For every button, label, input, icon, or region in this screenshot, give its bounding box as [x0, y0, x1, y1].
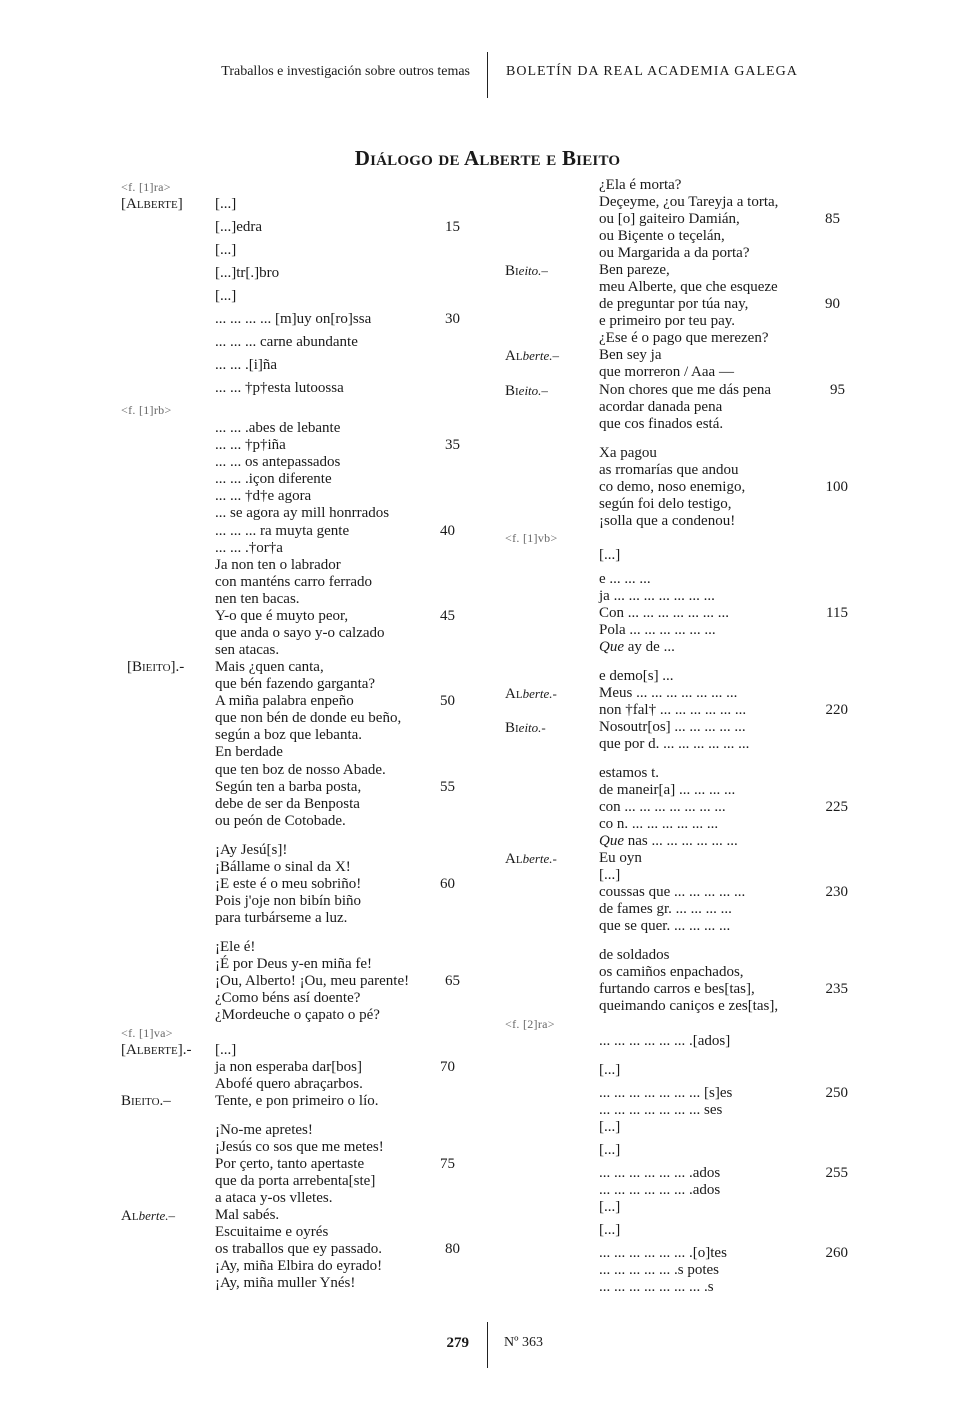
- verse-line: ... ... .†or†a: [215, 540, 283, 556]
- verse-line: con ... ... ... ... ... ... ...: [599, 799, 726, 815]
- line-number: 230: [825, 884, 848, 900]
- verse-line: e ... ... ...: [599, 571, 651, 587]
- line-number: 50: [440, 693, 455, 709]
- verse-line: Nosoutr[os] ... ... ... ... ...: [599, 719, 746, 735]
- line-number: 235: [825, 981, 848, 997]
- verse-line: Mal sabés.: [215, 1207, 280, 1223]
- line-number: 100: [825, 479, 848, 495]
- verse-line: ... ... os antepassados: [215, 454, 341, 470]
- verse-line: os traballos que ey passado.: [215, 1241, 383, 1257]
- speaker-label: Alberte.-: [505, 851, 557, 867]
- verse-line: que cos finados está.: [599, 416, 724, 432]
- verse-line: Deçeyme, ¿ou Tareyja a torta,: [599, 194, 779, 210]
- verse-line: ... ... †p†esta lutoossa: [215, 380, 344, 396]
- verse-line: ... ... ... ... ... ... .[ados]: [599, 1033, 731, 1049]
- verse-line: ja non esperaba dar[bos]: [215, 1059, 363, 1075]
- verse-line: En berdade: [215, 744, 283, 760]
- line-number: 225: [825, 799, 848, 815]
- verse-line: ... ... ... carne abundante: [215, 334, 358, 350]
- verse-line: ... ... ... ... ... ... .[o]tes: [599, 1245, 727, 1261]
- verse-line: ... ... ... ra muyta gente: [215, 523, 350, 539]
- verse-line: Tente, e pon primeiro o lío.: [215, 1093, 379, 1109]
- folio-marker: <f. [1]rb>: [121, 403, 172, 417]
- verse-line: ... ... ... ... ... ... ... .s: [599, 1279, 714, 1295]
- verse-line: ... ... ... ... ... ... ... ses: [599, 1102, 723, 1118]
- line-number: 220: [825, 702, 848, 718]
- line-number: 115: [826, 605, 848, 621]
- verse-line: ¡Ay, miña muller Ynés!: [215, 1275, 356, 1291]
- verse-line: debe de ser da Benposta: [215, 796, 360, 812]
- verse-line: as rromarías que andou: [599, 462, 739, 478]
- folio-marker: <f. [1]vb>: [505, 531, 558, 545]
- verse-line: co n. ... ... ... ... ... ...: [599, 816, 719, 832]
- verse-line: sen atacas.: [215, 642, 280, 658]
- verse-line: Y-o que é muyto peor,: [215, 608, 349, 624]
- verse-line: Non chores que me dás pena: [599, 382, 772, 398]
- verse-line: os camiños enpachados,: [599, 964, 744, 980]
- verse-line: ... ... .abes de lebante: [215, 420, 341, 436]
- verse-line: Según ten a barba posta,: [215, 779, 362, 795]
- verse-line: [...]edra: [215, 219, 263, 235]
- verse-line: ¡Ou, Alberto! ¡Ou, meu parente!: [215, 973, 410, 989]
- line-number: 15: [445, 219, 460, 235]
- verse-line: [...]tr[.]bro: [215, 265, 280, 281]
- speaker-label: Alberte.–: [121, 1208, 176, 1224]
- speaker-label: Alberte.-: [505, 686, 557, 702]
- verse-line: Ja non ten o labrador: [215, 557, 341, 573]
- speaker-label: Bieito.–: [121, 1093, 171, 1109]
- speaker-label: Bieito.–: [505, 383, 548, 399]
- verse-line: ¡Ay Jesú[s]!: [215, 842, 288, 858]
- verse-line: que da porta arrebenta[ste]: [215, 1173, 376, 1189]
- verse-line: [...]: [599, 1142, 621, 1158]
- issue-number: Nº 363: [504, 1335, 543, 1350]
- verse-line: ¡E este é o meu sobriño!: [215, 876, 362, 892]
- running-header-section: Traballos e investigación sobre outros temas: [221, 64, 470, 79]
- line-number: 55: [440, 779, 455, 795]
- verse-line: A miña palabra enpeño: [215, 693, 354, 709]
- line-number: 65: [445, 973, 460, 989]
- verse-line: acordar danada pena: [599, 399, 723, 415]
- line-number: 255: [825, 1165, 848, 1181]
- verse-line: según a boz que lebanta.: [215, 727, 363, 743]
- verse-line: Eu oyn: [599, 850, 642, 866]
- verse-line: que se quer. ... ... ... ...: [599, 918, 731, 934]
- verse-line: ... ... ... ... ... ... ... [s]es: [599, 1085, 733, 1101]
- verse-line: ¡Bállame o sinal da X!: [215, 859, 351, 875]
- folio-marker: <f. [1]ra>: [121, 180, 171, 194]
- line-number: 90: [825, 296, 840, 312]
- verse-line: [...]: [215, 1042, 237, 1058]
- footer-divider: [487, 1322, 488, 1368]
- verse-line: Xa pagou: [599, 445, 657, 461]
- verse-line: ¿Mordeuche o çapato o pé?: [215, 1007, 380, 1023]
- speaker-label: Alberte.–: [505, 348, 560, 364]
- verse-line: para turbárseme a luz.: [215, 910, 348, 926]
- verse-line: [...]: [599, 1222, 621, 1238]
- speaker-label: Bieito.-: [505, 720, 546, 736]
- line-number: 85: [825, 211, 840, 227]
- speaker-label: [Bieito].-: [127, 659, 185, 675]
- verse-line: Ben sey ja: [599, 347, 662, 363]
- line-number: 75: [440, 1156, 455, 1172]
- verse-line: [...]: [215, 242, 237, 258]
- folio-marker: <f. [1]va>: [121, 1026, 173, 1040]
- verse-line: Con ... ... ... ... ... ... ...: [599, 605, 730, 621]
- line-number: 70: [440, 1059, 455, 1075]
- verse-line: de fames gr. ... ... ... ...: [599, 901, 732, 917]
- verse-line: ¡solla que a condenou!: [599, 513, 736, 529]
- verse-line: ou [o] gaiteiro Damián,: [599, 211, 740, 227]
- verse-line: ja ... ... ... ... ... ... ...: [599, 588, 715, 604]
- verse-line: ou peón de Cotobade.: [215, 813, 346, 829]
- verse-line: Abofé quero abraçarbos.: [215, 1076, 363, 1092]
- line-number: 45: [440, 608, 455, 624]
- verse-line: de soldados: [599, 947, 670, 963]
- verse-line: ... ... ... ... [m]uy on[ro]ssa: [215, 311, 372, 327]
- verse-line: [...]: [215, 288, 237, 304]
- page-number: 279: [446, 1335, 469, 1351]
- running-header-journal: BOLETÍN DA REAL ACADEMIA GALEGA: [506, 64, 798, 79]
- verse-line: ... ... .içon diferente: [215, 471, 332, 487]
- verse-line: que bén fazendo garganta?: [215, 676, 376, 692]
- verse-line: ¡Ele é!: [215, 939, 256, 955]
- verse-line: [...]: [599, 1119, 621, 1135]
- verse-line: ¿Como béns así doente?: [215, 990, 361, 1006]
- line-number: 250: [825, 1085, 848, 1101]
- verse-line: Que nas ... ... ... ... ... ...: [599, 833, 738, 849]
- folio-marker: <f. [2]ra>: [505, 1017, 555, 1031]
- line-number: 95: [830, 382, 845, 398]
- verse-line: nen ten bacas.: [215, 591, 300, 607]
- verse-line: que ten boz de nosso Abade.: [215, 762, 386, 778]
- verse-line: ... ... ... ... ... ... .ados: [599, 1182, 721, 1198]
- verse-line: ¡No-me apretes!: [215, 1122, 313, 1138]
- verse-line: que morreron / Aaa —: [599, 364, 734, 380]
- verse-line: ¿Ela é morta?: [599, 177, 682, 193]
- verse-line: Escuitaime e oyrés: [215, 1224, 329, 1240]
- verse-line: [...]: [599, 1062, 621, 1078]
- line-number: 260: [825, 1245, 848, 1261]
- verse-line: [...]: [599, 1199, 621, 1215]
- line-number: 35: [445, 437, 460, 453]
- verse-line: [...]: [599, 867, 621, 883]
- line-number: 80: [445, 1241, 460, 1257]
- verse-line: que anda o sayo y-o calzado: [215, 625, 385, 641]
- verse-line: [...]: [215, 196, 237, 212]
- line-number: 40: [440, 523, 455, 539]
- verse-line: ... ... ... ... ... .s potes: [599, 1262, 719, 1278]
- verse-line: Pois j'oje non bibín biño: [215, 893, 362, 909]
- verse-line: ¡É por Deus y-en miña fe!: [215, 956, 373, 972]
- verse-line: ... ... ... ... ... ... .ados: [599, 1165, 721, 1181]
- verse-line: co demo, noso enemigo,: [599, 479, 746, 495]
- verse-line: ... ... †d†e agora: [215, 488, 312, 504]
- verse-line: [...]: [599, 547, 621, 563]
- verse-line: ¿Ese é o pago que merezen?: [599, 330, 769, 346]
- verse-line: ... se agora ay mill honrrados: [215, 505, 390, 521]
- verse-line: ou Biçente o teçelán,: [599, 228, 725, 244]
- verse-line: Ben pareze,: [599, 262, 670, 278]
- verse-line: ... ... †p†iña: [215, 437, 286, 453]
- line-number: 60: [440, 876, 455, 892]
- verse-line: que non bén de donde eu beño,: [215, 710, 402, 726]
- verse-line: coussas que ... ... ... ... ...: [599, 884, 746, 900]
- verse-line: Que ay de ...: [599, 639, 675, 655]
- verse-line: estamos t.: [599, 765, 659, 781]
- verse-line: non †fal† ... ... ... ... ... ...: [599, 702, 747, 718]
- verse-line: de maneir[a] ... ... ... ...: [599, 782, 736, 798]
- verse-line: de preguntar por túa nay,: [599, 296, 749, 312]
- verse-line: Meus ... ... ... ... ... ... ...: [599, 685, 738, 701]
- speaker-label: [Alberte]: [121, 196, 183, 212]
- verse-line: ou Margarida a da porta?: [599, 245, 750, 261]
- page-title: Diálogo de Alberte e Bieito: [354, 146, 621, 170]
- verse-line: e primeiro por teu pay.: [599, 313, 736, 329]
- verse-line: a ataca y-os vlletes.: [215, 1190, 333, 1206]
- header-divider: [487, 52, 488, 98]
- verse-line: e demo[s] ...: [599, 668, 674, 684]
- verse-line: ¡Jesús co sos que me metes!: [215, 1139, 384, 1155]
- verse-line: que por d. ... ... ... ... ... ...: [599, 736, 750, 752]
- verse-line: meu Alberte, que che esqueze: [599, 279, 778, 295]
- verse-line: ... ... .[i]ña: [215, 357, 278, 373]
- line-number: 30: [445, 311, 460, 327]
- verse-line: ¡Ay, miña Elbira do eyrado!: [215, 1258, 383, 1274]
- speaker-label: Bieito.–: [505, 263, 548, 279]
- verse-line: Por çerto, tanto apertaste: [215, 1156, 365, 1172]
- verse-line: según foi delo testigo,: [599, 496, 732, 512]
- verse-line: queimando caniços e zes[tas],: [599, 998, 779, 1014]
- verse-line: Pola ... ... ... ... ... ...: [599, 622, 716, 638]
- verse-line: con manténs carro ferrado: [215, 574, 373, 590]
- verse-line: furtando carros e bes[tas],: [599, 981, 755, 997]
- speaker-label: [Alberte].-: [121, 1042, 192, 1058]
- verse-line: Mais ¿quen canta,: [215, 659, 324, 675]
